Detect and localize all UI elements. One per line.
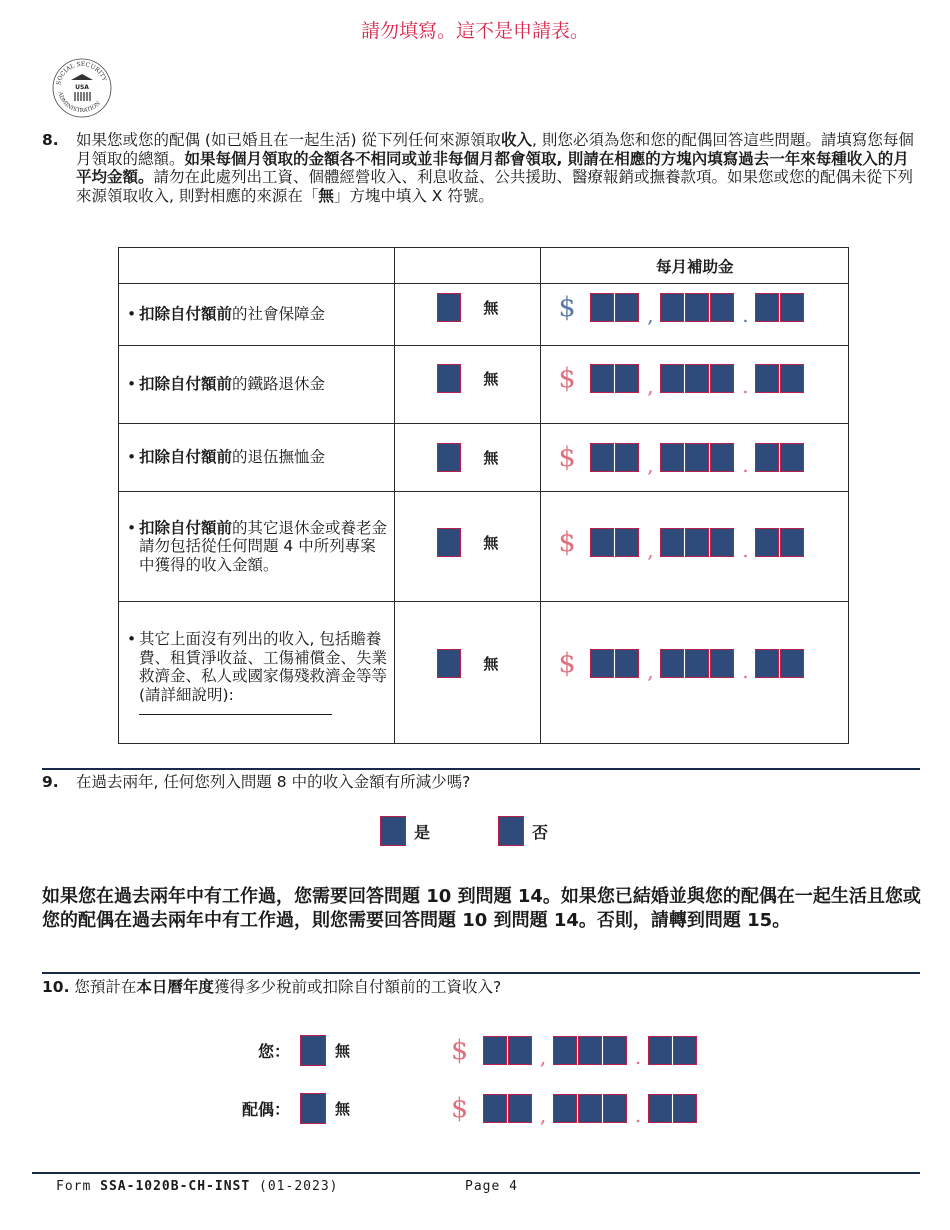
footer-divider xyxy=(32,1172,920,1174)
amount-digit-box[interactable] xyxy=(710,528,734,557)
form-prefix: Form xyxy=(56,1179,92,1194)
none-label: 無 xyxy=(483,370,499,388)
question-number: 10. xyxy=(42,978,70,996)
amount-digit-box[interactable] xyxy=(685,293,709,322)
none-label: 無 xyxy=(335,1041,351,1060)
table-row: • 扣除自付額前的退伍撫恤金 無 $ , . xyxy=(119,424,849,492)
none-label: 無 xyxy=(483,449,499,467)
amount-digit-box[interactable] xyxy=(685,364,709,393)
amount-digit-box[interactable] xyxy=(685,528,709,557)
amount-digit-box[interactable] xyxy=(590,293,614,322)
none-checkbox[interactable] xyxy=(437,364,461,393)
none-checkbox[interactable] xyxy=(300,1035,326,1066)
amount-digit-box[interactable] xyxy=(615,443,639,472)
yes-option[interactable] xyxy=(380,816,430,846)
amount-digit-box[interactable] xyxy=(648,1036,672,1065)
none-checkbox[interactable] xyxy=(300,1093,326,1124)
specify-line[interactable] xyxy=(139,704,332,715)
question-10: 10. 您預計在本日曆年度獲得多少稅前或扣除自付額前的工資收入? xyxy=(42,978,502,996)
none-label: 無 xyxy=(335,1099,351,1118)
spouse-label: 配偶： xyxy=(241,1099,290,1119)
no-option[interactable] xyxy=(498,816,548,846)
amount-digit-box[interactable] xyxy=(648,1094,672,1123)
dollar-sign: $ xyxy=(558,442,576,473)
comma-separator: , xyxy=(647,658,654,683)
svg-text:USA: USA xyxy=(75,84,89,91)
amount-digit-box[interactable] xyxy=(673,1036,697,1065)
amount-digit-box[interactable] xyxy=(755,293,779,322)
footer xyxy=(56,1179,338,1194)
comma-separator: , xyxy=(647,452,654,477)
amount-digit-box[interactable] xyxy=(553,1094,577,1123)
section-divider xyxy=(42,768,920,770)
amount-digit-box[interactable] xyxy=(755,443,779,472)
comma-separator: , xyxy=(539,1045,547,1069)
amount-digit-box[interactable] xyxy=(615,649,639,678)
you-wage-row xyxy=(0,1031,698,1069)
amount-digit-box[interactable] xyxy=(508,1036,532,1065)
amount-digit-box[interactable] xyxy=(710,649,734,678)
amount-digit-box[interactable] xyxy=(615,364,639,393)
table-row: • 扣除自付額前的鐵路退休金 無 $ , . xyxy=(119,346,849,424)
ssa-seal-logo xyxy=(52,58,112,118)
income-table xyxy=(118,247,849,744)
amount-digit-box[interactable] xyxy=(578,1094,602,1123)
decimal-separator: . xyxy=(742,373,749,398)
none-checkbox[interactable] xyxy=(437,443,461,472)
amount-digit-box[interactable] xyxy=(578,1036,602,1065)
amount-digit-box[interactable] xyxy=(780,364,804,393)
none-checkbox[interactable] xyxy=(437,528,461,557)
amount-digit-box[interactable] xyxy=(710,443,734,472)
you-label: 您： xyxy=(257,1041,290,1061)
question-9 xyxy=(42,773,922,792)
none-label: 無 xyxy=(483,299,499,317)
amount-digit-box[interactable] xyxy=(755,649,779,678)
amount-digit-box[interactable] xyxy=(483,1036,507,1065)
amount-digit-box[interactable] xyxy=(755,364,779,393)
question-text: 如果您或您的配偶 (如已婚且在一起生活) 從下列任何來源領取收入, 則您必須為您和您的配偶回答這些問題。請填寫您每個月領取的總額。如果每個月領取的金額各不相同或並非每個月都會領取, 則請在相應的方塊內填寫過去一年來每種收入的月平均金額。請勿在此處列出工資、個體經營收入、利息收益、公共援助、醫療報銷或撫養款項。如果您或您的配偶未從下列來源領取收入, 則對相應的來源在「無」方塊中填入 X 符號。 xyxy=(76,131,914,205)
dollar-sign: $ xyxy=(451,1034,469,1066)
none-label: 無 xyxy=(483,534,499,552)
table-row: • 扣除自付額前的社會保障金 無 $ , . xyxy=(119,284,849,346)
amount-digit-box[interactable] xyxy=(685,649,709,678)
decimal-separator: . xyxy=(742,302,749,327)
page-number: Page 4 xyxy=(465,1179,518,1194)
no-label: 否 xyxy=(532,822,549,842)
table-row: • 其它上面沒有列出的收入, 包括贍養費、租賃淨收益、工傷補償金、失業救濟金、私人或國家傷殘救濟金等等 (請詳細說明): 無 $ , . xyxy=(119,602,849,744)
question-number: 9. xyxy=(42,773,59,791)
yes-checkbox[interactable] xyxy=(380,816,406,846)
amount-digit-box[interactable] xyxy=(590,528,614,557)
dollar-sign: $ xyxy=(451,1092,469,1124)
decimal-separator: . xyxy=(634,1103,642,1127)
table-row: • 扣除自付額前的其它退休金或養老金請勿包括從任何問題 4 中所列專案中獲得的收入金額。 無 $ , . xyxy=(119,492,849,602)
amount-digit-box[interactable] xyxy=(755,528,779,557)
none-checkbox[interactable] xyxy=(437,293,461,322)
amount-digit-box[interactable] xyxy=(590,443,614,472)
amount-digit-box[interactable] xyxy=(590,364,614,393)
amount-digit-box[interactable] xyxy=(780,443,804,472)
none-label: 無 xyxy=(483,655,499,673)
work-instruction: 如果您在過去兩年中有工作過，您需要回答問題 10 到問題 14。如果您已結婚並與您的配偶在一起生活且您或您的配偶在過去兩年中有工作過，則您需要回答問題 10 到問題 14。否則，請轉到問題 15。 xyxy=(42,886,921,931)
question-8 xyxy=(42,131,922,205)
amount-digit-box[interactable] xyxy=(483,1094,507,1123)
amount-digit-box[interactable] xyxy=(660,364,684,393)
amount-digit-box[interactable] xyxy=(603,1036,627,1065)
comma-separator: , xyxy=(647,302,654,327)
amount-digit-box[interactable] xyxy=(660,528,684,557)
dollar-sign: $ xyxy=(558,648,576,679)
comma-separator: , xyxy=(647,373,654,398)
monthly-benefit-header: 每月補助金 xyxy=(541,248,849,284)
spouse-wage-row xyxy=(0,1089,698,1127)
amount-digit-box[interactable] xyxy=(780,649,804,678)
form-id: SSA-1020B-CH-INST xyxy=(100,1179,251,1194)
amount-digit-box[interactable] xyxy=(660,293,684,322)
amount-digit-box[interactable] xyxy=(710,364,734,393)
svg-text:ADMINISTRATION: ADMINISTRATION xyxy=(56,91,102,115)
amount-digit-box[interactable] xyxy=(590,649,614,678)
decimal-separator: . xyxy=(742,658,749,683)
svg-text:SOCIAL SECURITY: SOCIAL SECURITY xyxy=(55,60,108,86)
amount-digit-box[interactable] xyxy=(508,1094,532,1123)
amount-digit-box[interactable] xyxy=(710,293,734,322)
amount-digit-box[interactable] xyxy=(615,528,639,557)
amount-digit-box[interactable] xyxy=(780,293,804,322)
amount-digit-box[interactable] xyxy=(553,1036,577,1065)
question-text: 在過去兩年, 任何您列入問題 8 中的收入金額有所減少嗎? xyxy=(76,773,471,791)
yes-label: 是 xyxy=(414,822,431,842)
do-not-fill-notice: 請勿填寫。這不是申請表。 xyxy=(360,20,589,42)
amount-digit-box[interactable] xyxy=(660,649,684,678)
amount-digit-box[interactable] xyxy=(660,443,684,472)
decimal-separator: . xyxy=(742,452,749,477)
table-header-row xyxy=(119,248,849,284)
comma-separator: , xyxy=(647,537,654,562)
comma-separator: , xyxy=(539,1103,547,1127)
decimal-separator: . xyxy=(634,1045,642,1069)
decimal-separator: . xyxy=(742,537,749,562)
amount-digit-box[interactable] xyxy=(603,1094,627,1123)
no-checkbox[interactable] xyxy=(498,816,524,846)
amount-digit-box[interactable] xyxy=(615,293,639,322)
amount-digit-box[interactable] xyxy=(673,1094,697,1123)
dollar-sign: $ xyxy=(558,527,576,558)
dollar-sign: $ xyxy=(558,363,576,394)
none-checkbox[interactable] xyxy=(437,649,461,678)
question-number: 8. xyxy=(42,131,59,149)
amount-digit-box[interactable] xyxy=(780,528,804,557)
form-date: (01-2023) xyxy=(259,1179,339,1194)
amount-digit-box[interactable] xyxy=(685,443,709,472)
section-divider xyxy=(42,972,920,974)
dollar-sign: $ xyxy=(558,292,576,323)
